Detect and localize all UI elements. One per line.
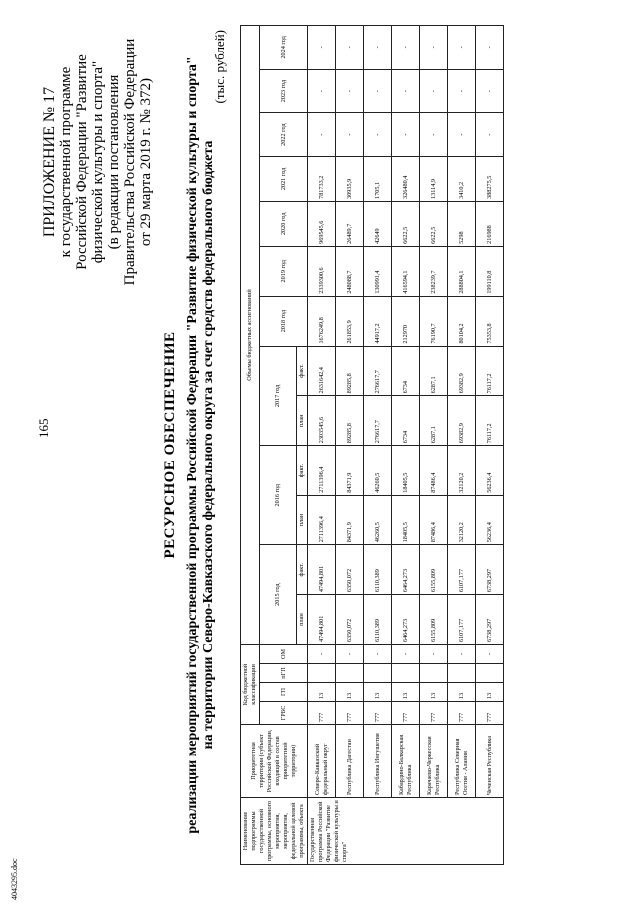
territory-cell: Карачаево-Черкесская Республика xyxy=(420,725,448,798)
program-name-cell: Государственная программа Российской Федерации "Развитие физической культуры и спорта" xyxy=(308,798,504,865)
header-gp: ГП xyxy=(260,683,308,702)
cell-om: - xyxy=(308,645,336,664)
cell-v2015f: 6350,072 xyxy=(336,545,364,595)
header-year-2018: 2018 год xyxy=(260,296,308,346)
cell-gp: 13 xyxy=(364,683,392,702)
cell-om: - xyxy=(364,645,392,664)
header-year-2020: 2020 год xyxy=(260,201,308,246)
cell-gp: 13 xyxy=(336,683,364,702)
cell-v2020: 42649 xyxy=(364,201,392,246)
cell-v2017f: 6287,1 xyxy=(420,346,448,396)
cell-v2016f: 2711396,4 xyxy=(308,446,336,496)
cell-v2016f: 87486,4 xyxy=(420,446,448,496)
header-fact: факт. xyxy=(297,446,308,496)
cell-pgp xyxy=(448,664,476,683)
cell-v2016p: 18405,5 xyxy=(392,495,420,545)
cell-v2018: 212970 xyxy=(392,296,420,346)
document-subtitle-line-2: на территории Северо-Кавказского федерального округа за счет средств федерального бюджета xyxy=(201,140,216,750)
cell-v2019: 199110,8 xyxy=(476,246,504,296)
cell-v2016p: 2711396,4 xyxy=(308,495,336,545)
cell-v2019: 248088,7 xyxy=(336,246,364,296)
header-grbs: ГРБС xyxy=(260,702,308,725)
cell-v2021: 3410,2 xyxy=(448,156,476,201)
header-name: Наименование подпрограммы государственной программы, основного мероприятия, мероприятия, федеральной целевой программы, объекта xyxy=(241,798,308,865)
cell-v2022: - xyxy=(392,113,420,157)
cell-v2020: 6622,5 xyxy=(420,201,448,246)
header-fact: факт. xyxy=(297,346,308,396)
cell-v2022: - xyxy=(476,113,504,157)
territory-cell: Республика Ингушетия xyxy=(364,725,392,798)
cell-v2016f: 32120,2 xyxy=(448,446,476,496)
cell-v2016p: 46260,5 xyxy=(364,495,392,545)
cell-v2022: - xyxy=(308,113,336,157)
cell-gp: 13 xyxy=(420,683,448,702)
header-volumes: Объемы бюджетных ассигнований xyxy=(241,26,260,645)
cell-v2021: 326480,4 xyxy=(392,156,420,201)
table-row xyxy=(420,26,448,865)
cell-v2017f: 276617,7 xyxy=(364,346,392,396)
cell-v2018: 80104,2 xyxy=(448,296,476,346)
header-fact: факт. xyxy=(297,545,308,595)
cell-v2019: 130991,4 xyxy=(364,246,392,296)
cell-gp: 13 xyxy=(476,683,504,702)
cell-grbs: 777 xyxy=(420,702,448,725)
cell-v2022: - xyxy=(420,113,448,157)
header-year-2016: 2016 год xyxy=(260,446,297,545)
cell-v2019: 2339300,6 xyxy=(308,246,336,296)
cell-v2016p: 32120,2 xyxy=(448,495,476,545)
document-heading xyxy=(162,25,217,865)
territory-cell: Чеченская Республика xyxy=(476,725,504,798)
cell-v2015f: 6738,297 xyxy=(476,545,504,595)
cell-om: - xyxy=(392,645,420,664)
appendix-line: к государственной программе xyxy=(58,66,74,258)
cell-v2016f: 84371,9 xyxy=(336,446,364,496)
header-year-2019: 2019 год xyxy=(260,246,308,296)
cell-v2024: - xyxy=(364,26,392,70)
header-year-2022: 2022 год xyxy=(260,113,308,157)
header-om: ОМ xyxy=(260,645,308,664)
cell-grbs: 777 xyxy=(308,702,336,725)
cell-v2021: 1705,1 xyxy=(364,156,392,201)
header-pgp: пГП xyxy=(260,664,308,683)
cell-v2024: - xyxy=(336,26,364,70)
table-row xyxy=(476,26,504,865)
cell-v2023: - xyxy=(476,69,504,113)
document-subtitle-line-1: реализации мероприятий государственной программы Российской Федерации "Развитие физической культуры и спорта" xyxy=(185,56,200,834)
cell-v2017f: 89285,8 xyxy=(336,346,364,396)
cell-v2017p: 6287,1 xyxy=(420,396,448,446)
cell-grbs: 777 xyxy=(392,702,420,725)
cell-gp: 13 xyxy=(392,683,420,702)
cell-grbs: 777 xyxy=(448,702,476,725)
document-footer: 4043295.doc xyxy=(10,858,19,900)
territory-cell: Кабардино-Балкарская Республика xyxy=(392,725,420,798)
table-row xyxy=(364,26,392,865)
cell-v2023: - xyxy=(336,69,364,113)
cell-v2016f: 56236,4 xyxy=(476,446,504,496)
cell-v2016f: 18405,5 xyxy=(392,446,420,496)
cell-v2021: 30935,9 xyxy=(336,156,364,201)
header-year-2017: 2017 год xyxy=(260,346,297,446)
cell-v2015p: 6107,177 xyxy=(448,595,476,645)
cell-v2024: - xyxy=(308,26,336,70)
cell-v2022: - xyxy=(448,113,476,157)
appendix-line: от 29 марта 2019 г. № 372) xyxy=(138,77,154,247)
cell-v2016p: 87486,4 xyxy=(420,495,448,545)
cell-v2015f: 47494,801 xyxy=(308,545,336,595)
cell-pgp xyxy=(392,664,420,683)
cell-v2017p: 89285,8 xyxy=(336,396,364,446)
cell-v2024: - xyxy=(392,26,420,70)
cell-v2016p: 56236,4 xyxy=(476,495,504,545)
header-plan: план xyxy=(297,495,308,545)
table-row xyxy=(448,26,476,865)
cell-v2015f: 6107,177 xyxy=(448,545,476,595)
appendix-title: ПРИЛОЖЕНИЕ № 17 xyxy=(41,86,58,238)
cell-v2024: - xyxy=(420,26,448,70)
cell-pgp xyxy=(476,664,504,683)
cell-v2023: - xyxy=(448,69,476,113)
header-plan: план xyxy=(297,595,308,645)
cell-v2022: - xyxy=(364,113,392,157)
cell-v2018: 44917,2 xyxy=(364,296,392,346)
header-year-2015: 2015 год xyxy=(260,545,297,645)
header-plan: план xyxy=(297,396,308,446)
cell-v2020: 969545,6 xyxy=(308,201,336,246)
table-row xyxy=(308,26,336,865)
cell-v2015f: 6464,273 xyxy=(392,545,420,595)
cell-gp: 13 xyxy=(308,683,336,702)
cell-v2023: - xyxy=(420,69,448,113)
appendix-line: (в редакции постановления xyxy=(106,74,122,250)
cell-v2020: 5298 xyxy=(448,201,476,246)
header-territory: Приоритетная территория (субъект Российской Федерации, входящий в состав приоритетной территории) xyxy=(241,725,308,798)
cell-pgp xyxy=(420,664,448,683)
header-year-2021: 2021 год xyxy=(260,156,308,201)
cell-v2023: - xyxy=(308,69,336,113)
appendix-line: Российской Федерации "Развитие xyxy=(74,54,90,270)
cell-v2018: 75353,8 xyxy=(476,296,504,346)
header-year-2024: 2024 год xyxy=(260,26,308,70)
cell-v2024: - xyxy=(476,26,504,70)
cell-v2019: 416594,1 xyxy=(392,246,420,296)
cell-v2020: 26489,7 xyxy=(336,201,364,246)
cell-v2023: - xyxy=(364,69,392,113)
cell-v2020: 6622,5 xyxy=(392,201,420,246)
cell-v2017f: 2631642,4 xyxy=(308,346,336,396)
table-row xyxy=(392,26,420,865)
header-year-2023: 2023 год xyxy=(260,69,308,113)
cell-v2017f: 69382,9 xyxy=(448,346,476,396)
cell-om: - xyxy=(336,645,364,664)
cell-v2017f: 76117,2 xyxy=(476,346,504,396)
page-number: 165 xyxy=(36,418,51,438)
cell-v2017p: 276617,7 xyxy=(364,396,392,446)
cell-v2018: 76190,7 xyxy=(420,296,448,346)
cell-grbs: 777 xyxy=(364,702,392,725)
cell-grbs: 777 xyxy=(336,702,364,725)
cell-v2017f: 6734 xyxy=(392,346,420,396)
cell-v2017p: 76117,2 xyxy=(476,396,504,446)
document-title: РЕСУРСНОЕ ОБЕСПЕЧЕНИЕ xyxy=(162,331,178,559)
cell-v2024: - xyxy=(448,26,476,70)
cell-v2021: 388275,5 xyxy=(476,156,504,201)
table-body xyxy=(308,26,504,865)
cell-v2016f: 46260,5 xyxy=(364,446,392,496)
cell-v2017p: 69382,9 xyxy=(448,396,476,446)
cell-v2016p: 84371,9 xyxy=(336,495,364,545)
cell-v2015f: 6110,389 xyxy=(364,545,392,595)
cell-v2015p: 6155,809 xyxy=(420,595,448,645)
cell-v2022: - xyxy=(336,113,364,157)
cell-pgp xyxy=(336,664,364,683)
appendix-line: Правительства Российской Федерации xyxy=(122,38,138,286)
cell-v2020: 216988 xyxy=(476,201,504,246)
cell-v2023: - xyxy=(392,69,420,113)
cell-v2015p: 6350,072 xyxy=(336,595,364,645)
cell-v2017p: 2303545,6 xyxy=(308,396,336,446)
cell-v2015p: 6110,389 xyxy=(364,595,392,645)
cell-v2018: 261853,9 xyxy=(336,296,364,346)
cell-v2018: 1676249,8 xyxy=(308,296,336,346)
appendix-line: физической культуры и спорта" xyxy=(90,60,106,264)
cell-v2021: 781733,2 xyxy=(308,156,336,201)
cell-gp: 13 xyxy=(448,683,476,702)
cell-v2019: 238239,7 xyxy=(420,246,448,296)
cell-v2017p: 6734 xyxy=(392,396,420,446)
cell-v2015p: 6738,297 xyxy=(476,595,504,645)
cell-om: - xyxy=(448,645,476,664)
header-budget-codes: Код бюджетной классификации xyxy=(241,645,260,725)
territory-cell: Республика Северная Осетия - Алания xyxy=(448,725,476,798)
appendix-block xyxy=(42,17,154,307)
units-label: (тыс. рублей) xyxy=(212,30,227,104)
resource-table xyxy=(240,25,504,865)
table-row xyxy=(336,26,364,865)
cell-v2019: 288804,1 xyxy=(448,246,476,296)
cell-v2015p: 6464,273 xyxy=(392,595,420,645)
cell-v2021: 13114,9 xyxy=(420,156,448,201)
cell-v2015f: 6155,809 xyxy=(420,545,448,595)
cell-pgp xyxy=(308,664,336,683)
territory-cell: Северо-Кавказский федеральный округ xyxy=(308,725,336,798)
cell-grbs: 777 xyxy=(476,702,504,725)
cell-pgp xyxy=(364,664,392,683)
territory-cell: Республика Дагестан xyxy=(336,725,364,798)
cell-v2015p: 47494,801 xyxy=(308,595,336,645)
cell-om: - xyxy=(420,645,448,664)
cell-om: - xyxy=(476,645,504,664)
